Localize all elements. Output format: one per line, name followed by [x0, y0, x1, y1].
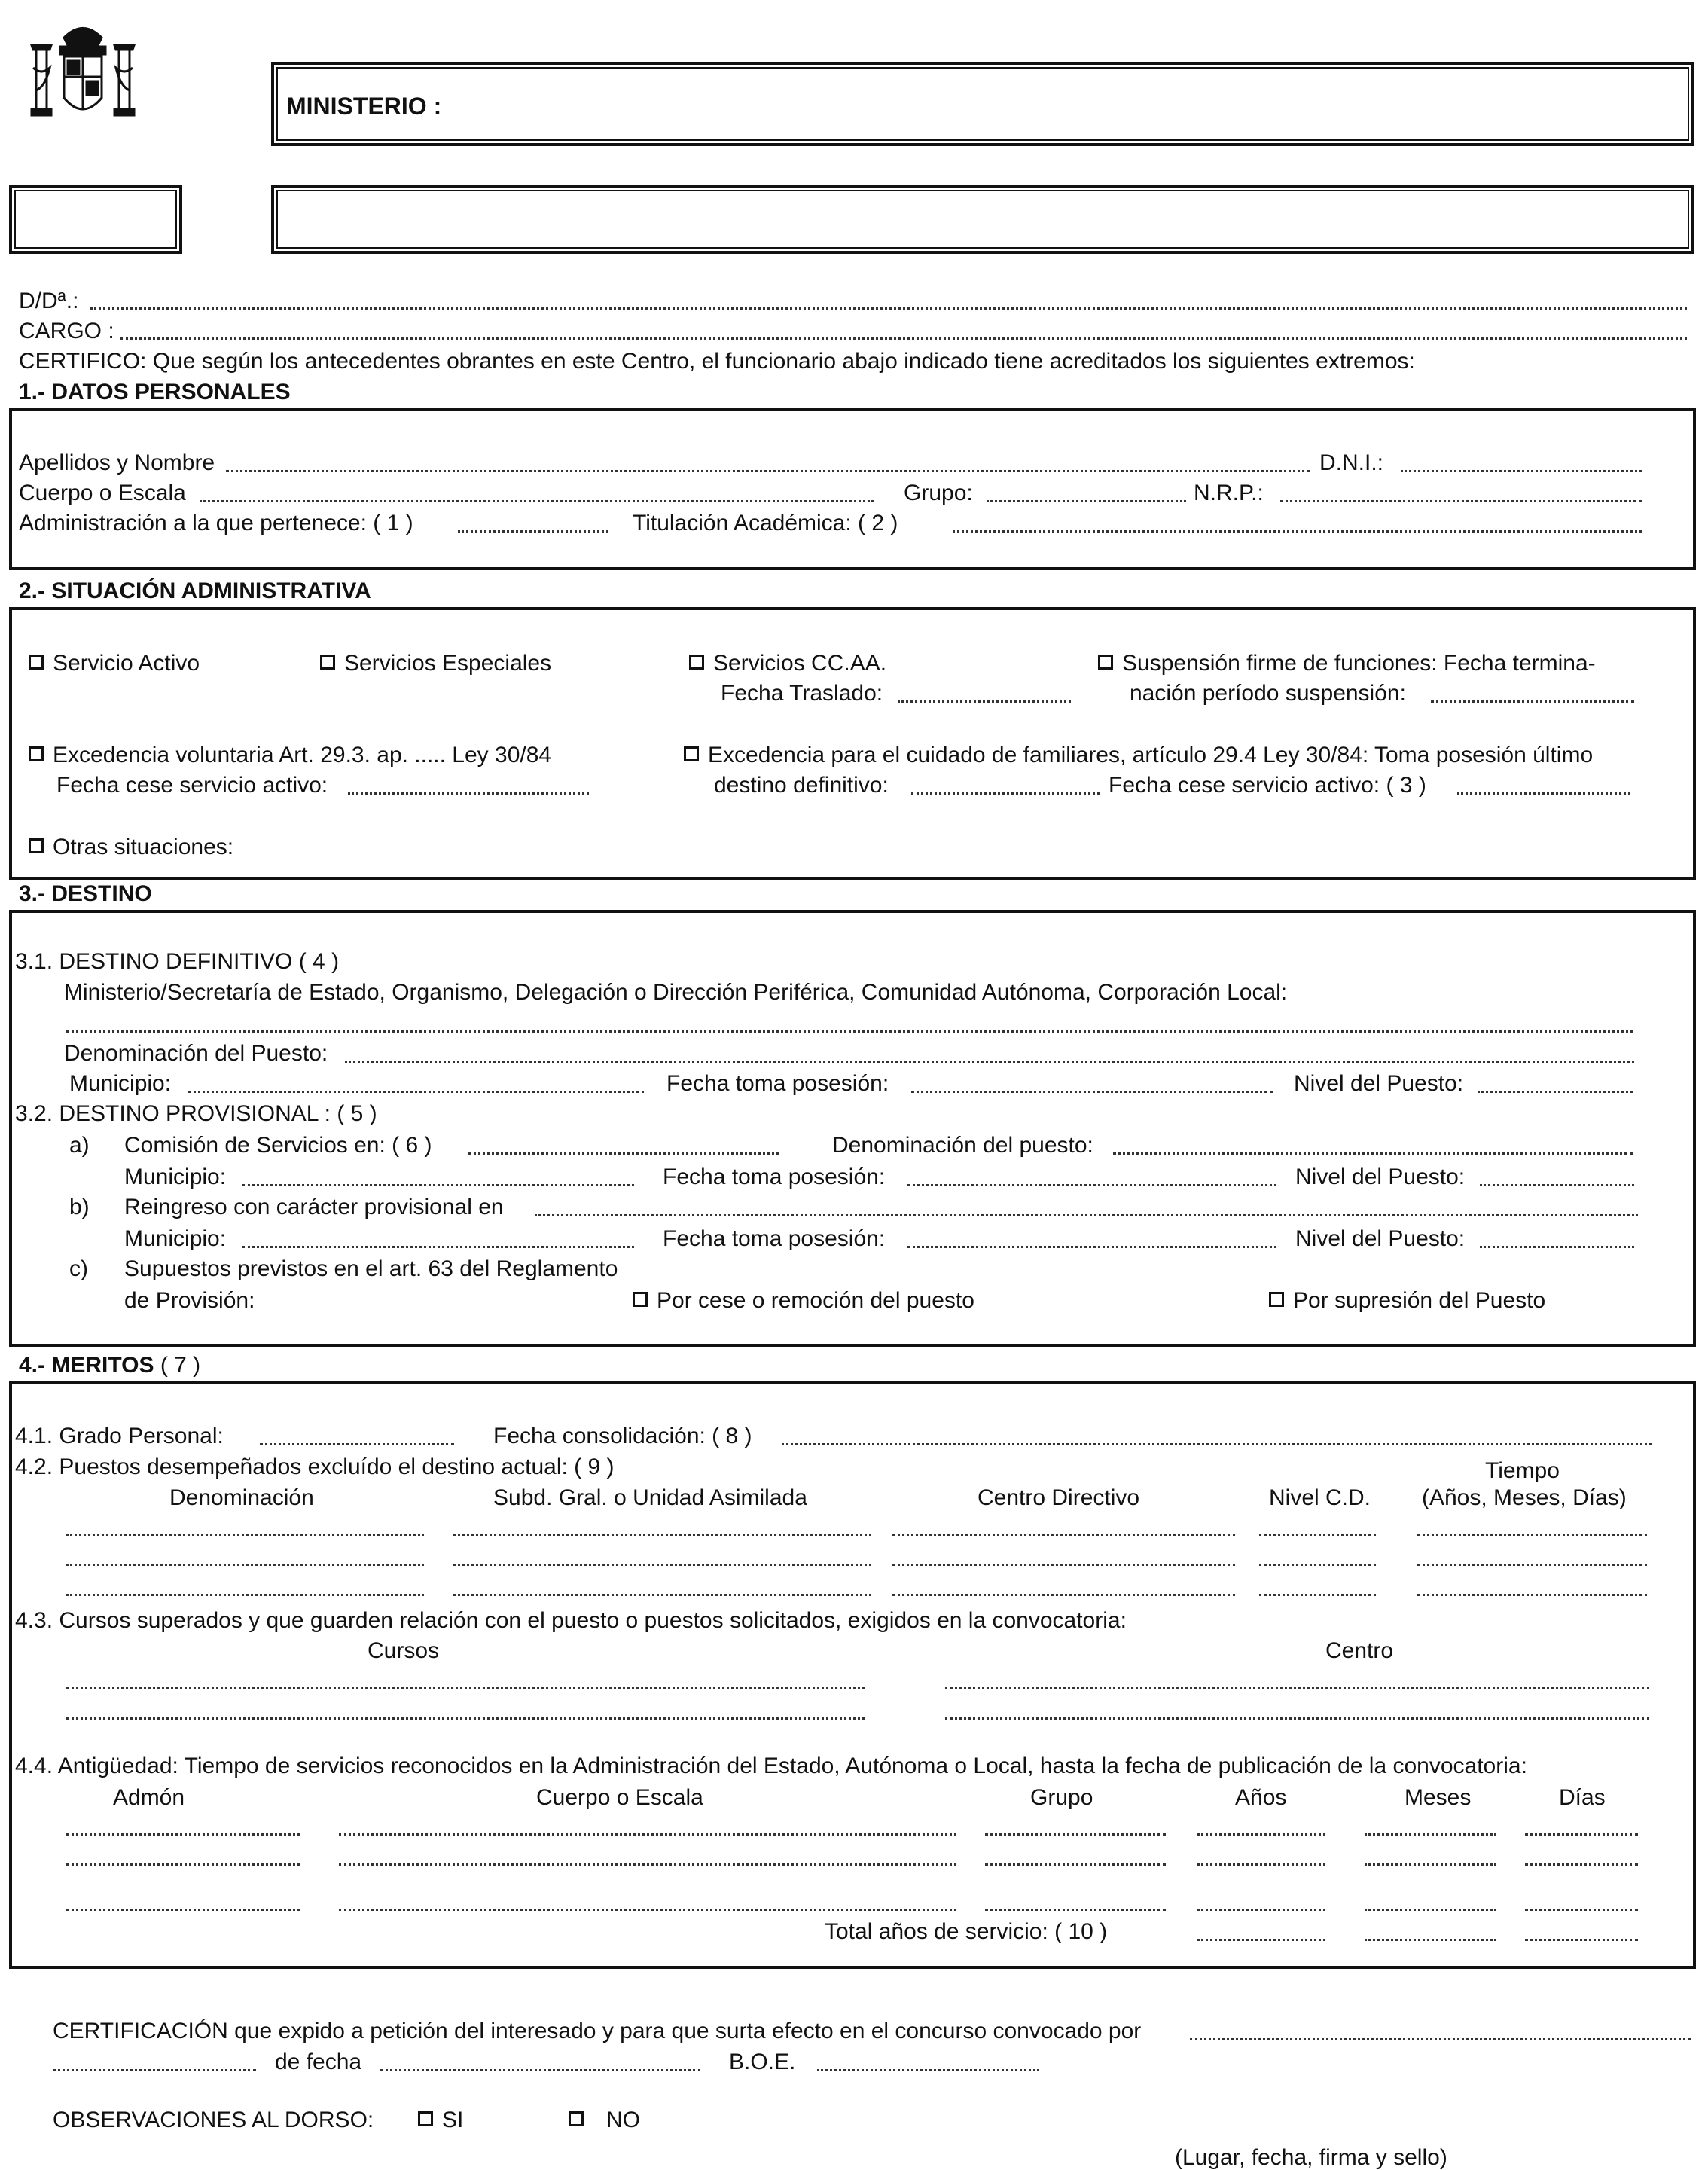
- dd-nivel-label: Nivel del Puesto:: [1294, 1071, 1464, 1096]
- antiguedad-row-2-dias[interactable]: [1525, 1863, 1638, 1866]
- puesto-row-2-subd[interactable]: [453, 1564, 871, 1566]
- cargo-label: CARGO :: [19, 319, 114, 343]
- antiguedad-row-3-anos[interactable]: [1197, 1909, 1325, 1911]
- fecha-consolidacion-field[interactable]: [782, 1443, 1652, 1445]
- suspension-label-2: nación período suspensión:: [1130, 681, 1406, 706]
- reingreso-field[interactable]: [535, 1214, 1638, 1216]
- a-municipio-label: Municipio:: [124, 1164, 227, 1189]
- col-grupo: Grupo: [1030, 1785, 1093, 1810]
- section-1-title: 1.- DATOS PERSONALES: [19, 380, 291, 404]
- grupo-label: Grupo:: [904, 481, 973, 505]
- col-nivel: Nivel C.D.: [1269, 1485, 1371, 1510]
- comision-label: Comisión de Servicios en: ( 6 ): [124, 1133, 432, 1158]
- item-b-label: b): [69, 1195, 90, 1219]
- option-otras-situaciones[interactable]: Otras situaciones:: [29, 836, 233, 859]
- boe-field[interactable]: [817, 2069, 1039, 2071]
- antiguedad-row-2-cuerpo[interactable]: [339, 1863, 956, 1866]
- b-fecha-toma-field[interactable]: [907, 1246, 1276, 1248]
- destino-definitivo-label: 3.1. DESTINO DEFINITIVO ( 4 ): [15, 949, 340, 974]
- option-suspension[interactable]: Suspensión firme de funciones: Fecha termina-: [1098, 652, 1596, 675]
- antiguedad-row-3-meses[interactable]: [1365, 1909, 1496, 1911]
- suspension-field[interactable]: [1431, 700, 1634, 703]
- puesto-row-2-denominacion[interactable]: [66, 1564, 424, 1566]
- denominacion-puesto-label: Denominación del Puesto:: [64, 1041, 328, 1066]
- option-servicio-activo[interactable]: Servicio Activo: [29, 652, 200, 675]
- total-anos-field[interactable]: [1197, 1939, 1325, 1941]
- supuestos-label-2: de Provisión:: [124, 1288, 255, 1313]
- puesto-row-3-subd[interactable]: [453, 1594, 871, 1596]
- col-centro: Centro: [1325, 1638, 1394, 1663]
- denominacion-del-puesto-field[interactable]: [1113, 1152, 1633, 1155]
- observaciones-label: OBSERVACIONES AL DORSO:: [53, 2107, 374, 2132]
- checkbox-icon[interactable]: [1269, 1292, 1284, 1307]
- grado-label: 4.1. Grado Personal:: [15, 1424, 224, 1448]
- comision-field[interactable]: [468, 1152, 779, 1155]
- dd-fecha-toma-label: Fecha toma posesión:: [666, 1071, 889, 1096]
- puesto-row-3-nivel[interactable]: [1259, 1594, 1376, 1596]
- supuestos-label-1: Supuestos previstos en el art. 63 del Reglamento: [124, 1256, 618, 1281]
- option-servicios-especiales[interactable]: Servicios Especiales: [320, 652, 551, 675]
- concurso-field[interactable]: [1190, 2038, 1691, 2040]
- cursos-intro-label: 4.3. Cursos superados y que guarden relación con el puesto o puestos solicitados, exigidos en la convocatoria:: [15, 1608, 1127, 1633]
- dd-field[interactable]: [90, 307, 1687, 310]
- antiguedad-row-1-anos[interactable]: [1197, 1833, 1325, 1836]
- puesto-row-1-nivel[interactable]: [1259, 1534, 1376, 1536]
- puesto-row-1-tiempo[interactable]: [1417, 1534, 1647, 1536]
- a-nivel-field[interactable]: [1480, 1184, 1634, 1186]
- dd-label: D/Dª.:: [19, 288, 79, 313]
- dni-label: D.N.I.:: [1319, 450, 1384, 475]
- b-municipio-label: Municipio:: [124, 1226, 227, 1251]
- destino-definitivo-org-label: Ministerio/Secretaría de Estado, Organismo, Delegación o Dirección Periférica, Comunidad Autónoma, Corporación Local:: [64, 980, 1288, 1005]
- apellidos-label: Apellidos y Nombre: [19, 450, 215, 475]
- fecha-traslado-label: Fecha Traslado:: [721, 681, 883, 706]
- grupo-field[interactable]: [987, 500, 1186, 502]
- excedencia-vol-fecha-field[interactable]: [348, 792, 589, 795]
- section-3-title: 3.- DESTINO: [19, 881, 152, 906]
- option-si[interactable]: SI: [418, 2109, 463, 2132]
- col-dias: Días: [1559, 1785, 1606, 1810]
- dd-municipio-field[interactable]: [188, 1091, 644, 1093]
- puesto-row-3-tiempo[interactable]: [1417, 1594, 1647, 1596]
- dd-municipio-label: Municipio:: [69, 1071, 172, 1096]
- checkbox-icon[interactable]: [29, 746, 44, 761]
- curso-row-2[interactable]: [66, 1717, 865, 1720]
- antiguedad-row-3-admon[interactable]: [66, 1909, 300, 1911]
- b-municipio-field[interactable]: [242, 1246, 634, 1248]
- puestos-label: 4.2. Puestos desempeñados excluído el destino actual: ( 9 ): [15, 1454, 615, 1479]
- checkbox-icon[interactable]: [418, 2111, 433, 2126]
- option-servicios-ccaa[interactable]: Servicios CC.AA.: [689, 652, 886, 675]
- dd-nivel-field[interactable]: [1478, 1091, 1633, 1093]
- b-fecha-toma-label: Fecha toma posesión:: [663, 1226, 886, 1251]
- fecha-consolidacion-label: Fecha consolidación: ( 8 ): [493, 1424, 752, 1448]
- puesto-row-1-denominacion[interactable]: [66, 1534, 424, 1536]
- excedencia-vol-fecha-label: Fecha cese servicio activo:: [56, 773, 328, 798]
- total-meses-field[interactable]: [1365, 1939, 1496, 1941]
- curso-row-1[interactable]: [66, 1687, 865, 1689]
- puesto-row-1-subd[interactable]: [453, 1534, 871, 1536]
- antiguedad-row-2-admon[interactable]: [66, 1863, 300, 1866]
- grado-field[interactable]: [260, 1443, 454, 1445]
- b-nivel-field[interactable]: [1480, 1246, 1634, 1248]
- checkbox-icon[interactable]: [320, 655, 335, 670]
- checkbox-icon[interactable]: [684, 746, 699, 761]
- col-subd: Subd. Gral. o Unidad Asimilada: [493, 1485, 807, 1510]
- nrp-label: N.R.P.:: [1194, 481, 1264, 505]
- certificacion-text: CERTIFICACIÓN que expido a petición del interesado y para que surta efecto en el concurso convocado por: [53, 2019, 1142, 2043]
- antiguedad-row-1-dias[interactable]: [1525, 1833, 1638, 1836]
- col-anos: Años: [1235, 1785, 1287, 1810]
- item-a-label: a): [69, 1133, 90, 1158]
- antiguedad-row-3-cuerpo[interactable]: [339, 1909, 956, 1911]
- certifico-text: CERTIFICO: Que según los antecedentes obrantes en este Centro, el funcionario abajo indicado tiene acreditados los siguientes extremos:: [19, 349, 1415, 374]
- col-meses: Meses: [1405, 1785, 1472, 1810]
- checkbox-icon[interactable]: [29, 655, 44, 670]
- dd-fecha-toma-field[interactable]: [911, 1091, 1273, 1093]
- antiguedad-row-2-anos[interactable]: [1197, 1863, 1325, 1866]
- puesto-row-3-denominacion[interactable]: [66, 1594, 424, 1596]
- excedencia-fam-cese-field[interactable]: [1457, 792, 1630, 795]
- excedencia-fam-cese-label: Fecha cese servicio activo: ( 3 ): [1109, 773, 1426, 798]
- section-4-title: 4.- MERITOS ( 7 ): [19, 1353, 201, 1378]
- total-anos-label: Total años de servicio: ( 10 ): [825, 1919, 1108, 1944]
- unit-box[interactable]: [271, 185, 1694, 254]
- checkbox-icon[interactable]: [633, 1292, 648, 1307]
- option-no[interactable]: NO: [569, 2109, 640, 2132]
- option-excedencia-familiares[interactable]: Excedencia para el cuidado de familiares, artículo 29.4 Ley 30/84: Toma posesión último: [684, 744, 1593, 767]
- reingreso-label: Reingreso con carácter provisional en: [124, 1195, 504, 1219]
- option-supresion-puesto[interactable]: Por supresión del Puesto: [1269, 1289, 1545, 1312]
- destino-definitivo-org-field[interactable]: [66, 1030, 1633, 1033]
- col-cursos: Cursos: [368, 1638, 440, 1663]
- a-fecha-toma-field[interactable]: [907, 1184, 1276, 1186]
- fecha-traslado-field[interactable]: [898, 700, 1071, 703]
- de-fecha-field[interactable]: [380, 2069, 700, 2071]
- antiguedad-row-3-dias[interactable]: [1525, 1909, 1638, 1911]
- titulacion-label: Titulación Académica: ( 2 ): [633, 511, 898, 536]
- denominacion-puesto-field[interactable]: [345, 1061, 1634, 1063]
- centro-row-2[interactable]: [945, 1717, 1649, 1720]
- apellidos-field[interactable]: [226, 470, 1310, 472]
- firma-label: (Lugar, fecha, firma y sello): [1175, 2145, 1447, 2170]
- antiguedad-row-2-meses[interactable]: [1365, 1863, 1496, 1866]
- tiempo-label: Tiempo: [1485, 1458, 1560, 1483]
- a-fecha-toma-label: Fecha toma posesión:: [663, 1164, 886, 1189]
- de-fecha-label: de fecha: [275, 2049, 362, 2074]
- excedencia-fam-destino-field[interactable]: [911, 792, 1100, 795]
- ministerio-box[interactable]: [271, 62, 1694, 146]
- cargo-field[interactable]: [120, 337, 1687, 340]
- antiguedad-row-1-admon[interactable]: [66, 1833, 300, 1836]
- certificacion-ref-field[interactable]: [53, 2069, 256, 2071]
- antiguedad-row-1-cuerpo[interactable]: [339, 1833, 956, 1836]
- col-tiempo: (Años, Meses, Días): [1422, 1485, 1627, 1510]
- checkbox-icon[interactable]: [689, 655, 704, 670]
- checkbox-icon[interactable]: [29, 838, 44, 853]
- puesto-row-2-tiempo[interactable]: [1417, 1564, 1647, 1566]
- option-cese-remocion[interactable]: Por cese o remoción del puesto: [633, 1289, 974, 1312]
- b-nivel-label: Nivel del Puesto:: [1295, 1226, 1466, 1251]
- antiguedad-row-1-grupo[interactable]: [985, 1833, 1166, 1836]
- section-2-title: 2.- SITUACIÓN ADMINISTRATIVA: [19, 578, 371, 603]
- titulacion-field[interactable]: [953, 530, 1642, 533]
- item-c-label: c): [69, 1256, 88, 1281]
- antiguedad-row-2-grupo[interactable]: [985, 1863, 1166, 1866]
- section-3-box: [9, 910, 1696, 1347]
- ministerio-label: MINISTERIO :: [286, 93, 442, 120]
- coat-of-arms-emblem: [23, 15, 143, 136]
- option-excedencia-voluntaria[interactable]: Excedencia voluntaria Art. 29.3. ap. ..... Ley 30/84: [29, 744, 551, 767]
- col-denominacion: Denominación: [169, 1485, 314, 1510]
- cuerpo-label: Cuerpo o Escala: [19, 481, 186, 505]
- total-dias-field[interactable]: [1525, 1939, 1638, 1941]
- puesto-row-2-nivel[interactable]: [1259, 1564, 1376, 1566]
- nrp-field[interactable]: [1280, 500, 1642, 502]
- a-municipio-field[interactable]: [242, 1184, 634, 1186]
- code-box[interactable]: [9, 185, 182, 254]
- boe-label: B.O.E.: [729, 2049, 796, 2074]
- centro-row-1[interactable]: [945, 1687, 1649, 1689]
- a-nivel-label: Nivel del Puesto:: [1295, 1164, 1466, 1189]
- puesto-row-1-centro[interactable]: [892, 1534, 1235, 1536]
- antiguedad-label: 4.4. Antigüedad: Tiempo de servicios reconocidos en la Administración del Estado, Autónoma o Local, hasta la fecha de publicación de la convocatoria:: [15, 1753, 1527, 1778]
- col-cuerpo-escala: Cuerpo o Escala: [536, 1785, 703, 1810]
- cuerpo-field[interactable]: [200, 500, 874, 502]
- checkbox-icon[interactable]: [1098, 655, 1113, 670]
- col-centro-directivo: Centro Directivo: [978, 1485, 1140, 1510]
- destino-provisional-label: 3.2. DESTINO PROVISIONAL : ( 5 ): [15, 1101, 377, 1126]
- puesto-row-3-centro[interactable]: [892, 1594, 1235, 1596]
- col-admon: Admón: [113, 1785, 185, 1810]
- checkbox-icon[interactable]: [569, 2111, 584, 2126]
- antiguedad-row-3-grupo[interactable]: [985, 1909, 1166, 1911]
- denominacion-del-puesto-label: Denominación del puesto:: [832, 1133, 1093, 1158]
- administracion-field[interactable]: [458, 530, 608, 533]
- excedencia-fam-destino-label: destino definitivo:: [714, 773, 889, 798]
- antiguedad-row-1-meses[interactable]: [1365, 1833, 1496, 1836]
- dni-field[interactable]: [1401, 470, 1642, 472]
- puesto-row-2-centro[interactable]: [892, 1564, 1235, 1566]
- administracion-label: Administración a la que pertenece: ( 1 ): [19, 511, 413, 536]
- section-1-box: [9, 408, 1696, 570]
